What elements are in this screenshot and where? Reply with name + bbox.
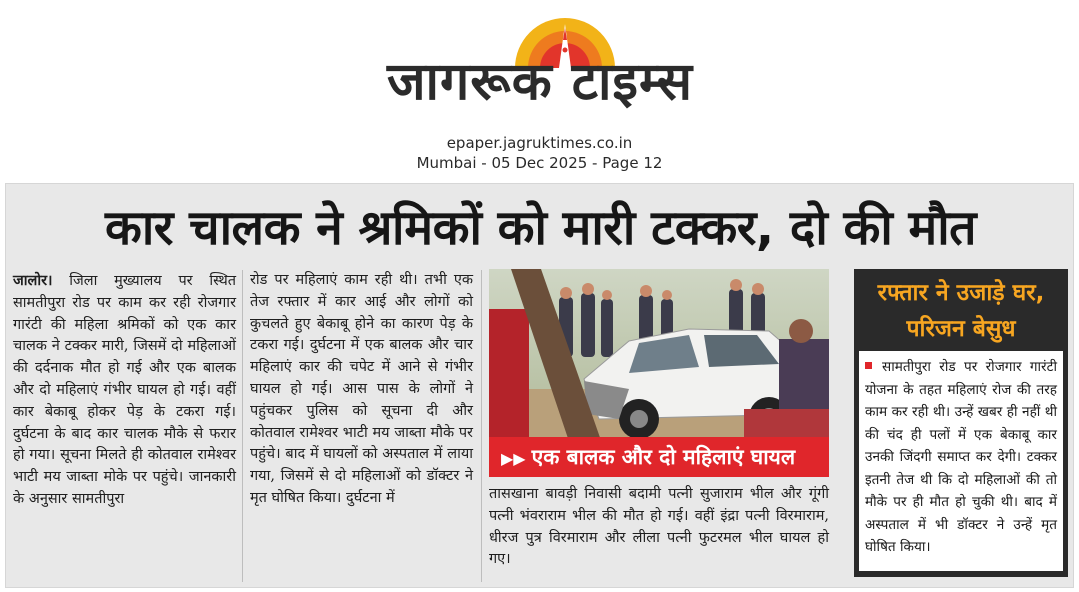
column-divider [242, 270, 243, 582]
sidebar-title [854, 275, 1068, 347]
double-chevron-right-icon: ▶▶ [501, 449, 526, 468]
dateline: जालोर। [13, 272, 53, 289]
sidebar-body [859, 351, 1063, 571]
column-2-text: रोड पर महिलाएं काम रही थी। तभी एक तेज रफ्तार में कार आई और लोगों को कुचलते हुए बेकाबू होने का कारण पेड़ के टकरा गई। दुर्घटना में एक बालक और चार महिलाएं कार की चपेट में आने से गंभीर घायल हो गई। आस पास के लोगों ने पहुंचकर पुलिस को सूचना दी और कोतवाल रामेश्वर भाटी मय जाब्ता मौके पर पहुंचे। बाद में घायलों को अस्पताल में लाया गया, जिसमें से दो महिलाओं को डॉक्टर ने मृत घोषित किया। दुर्घटना में [250, 272, 473, 506]
article-column-2 [250, 270, 473, 510]
epaper-url[interactable]: epaper.jagruktimes.co.in [446, 134, 633, 152]
article-headline: कार चालक ने श्रमिकों को मारी टक्कर, दो की मौत [105, 200, 976, 256]
sidebar-body-text: सामतीपुरा रोड पर रोजगार गारंटी योजना के तहत महिलाएं रोज की तरह काम कर रही थी। उन्हें खबर ही नहीं थी की चंद ही पलों में एक बेकाबू कार उनकी जिंदगी समाप्त कर देगी। टक्कर इतनी तेज थी कि दो महिलाओं की तो मौके पर ही मौत हो चुकी थी। बाद में अस्पताल में भी डॉक्टर ने उन्हें मृत घोषित किया। [865, 359, 1057, 555]
column-1-text: जिला मुख्यालय पर स्थित सामतीपुरा रोड पर काम कर रही रोजगार गारंटी की महिला श्रमिकों को एक कार चालक ने टक्कर मारी, जिसमें दो महिलाओं की दर्दनाक मौत हो गई और एक बालक और दो महिलाएं गंभीर घायल हो गई। वहीं कार बेकाबू होकर पेड़ के टकरा गई। दुर्घटना के बाद कार चालक मौके से फरार हो गया। सूचना मिलते ही कोतवाल रामेश्वर भाटी मय जाब्ता मोके पर पहुंचे। जानकारी के अनुसार सामतीपुरा [13, 273, 236, 507]
photo-caption: एक बालक और दो महिलाएं घायल [531, 445, 796, 469]
newspaper-logo[interactable] [345, 8, 735, 118]
photo-caption-bar [489, 437, 829, 477]
logo-text: जागरूक टाइम्स [386, 52, 694, 112]
sidebar-title-line-2: परिजन बेसुध [906, 316, 1016, 342]
edition-info [0, 133, 1079, 173]
article-column-3 [489, 484, 829, 571]
news-clipping [5, 183, 1074, 588]
column-divider [481, 270, 482, 582]
red-square-bullet-icon [865, 362, 872, 369]
article-column-1 [13, 270, 236, 511]
edition-date-page: Mumbai - 05 Dec 2025 - Page 12 [416, 154, 663, 172]
sidebar-box [854, 269, 1068, 577]
column-3-text: तासखाना बावड़ी निवासी बदामी पत्नी सुजाराम भील और गूंगी पत्नी भंवराराम भील की मौत हो गई। वहीं इंद्रा पत्नी विरमाराम, धीरज पुत्र विरमाराम और लीला पत्नी फुटरमल भील घायल हो गए। [489, 486, 829, 568]
masthead [0, 0, 1079, 182]
sidebar-title-line-1: रफ्तार ने उजाड़े घर, [877, 280, 1045, 306]
